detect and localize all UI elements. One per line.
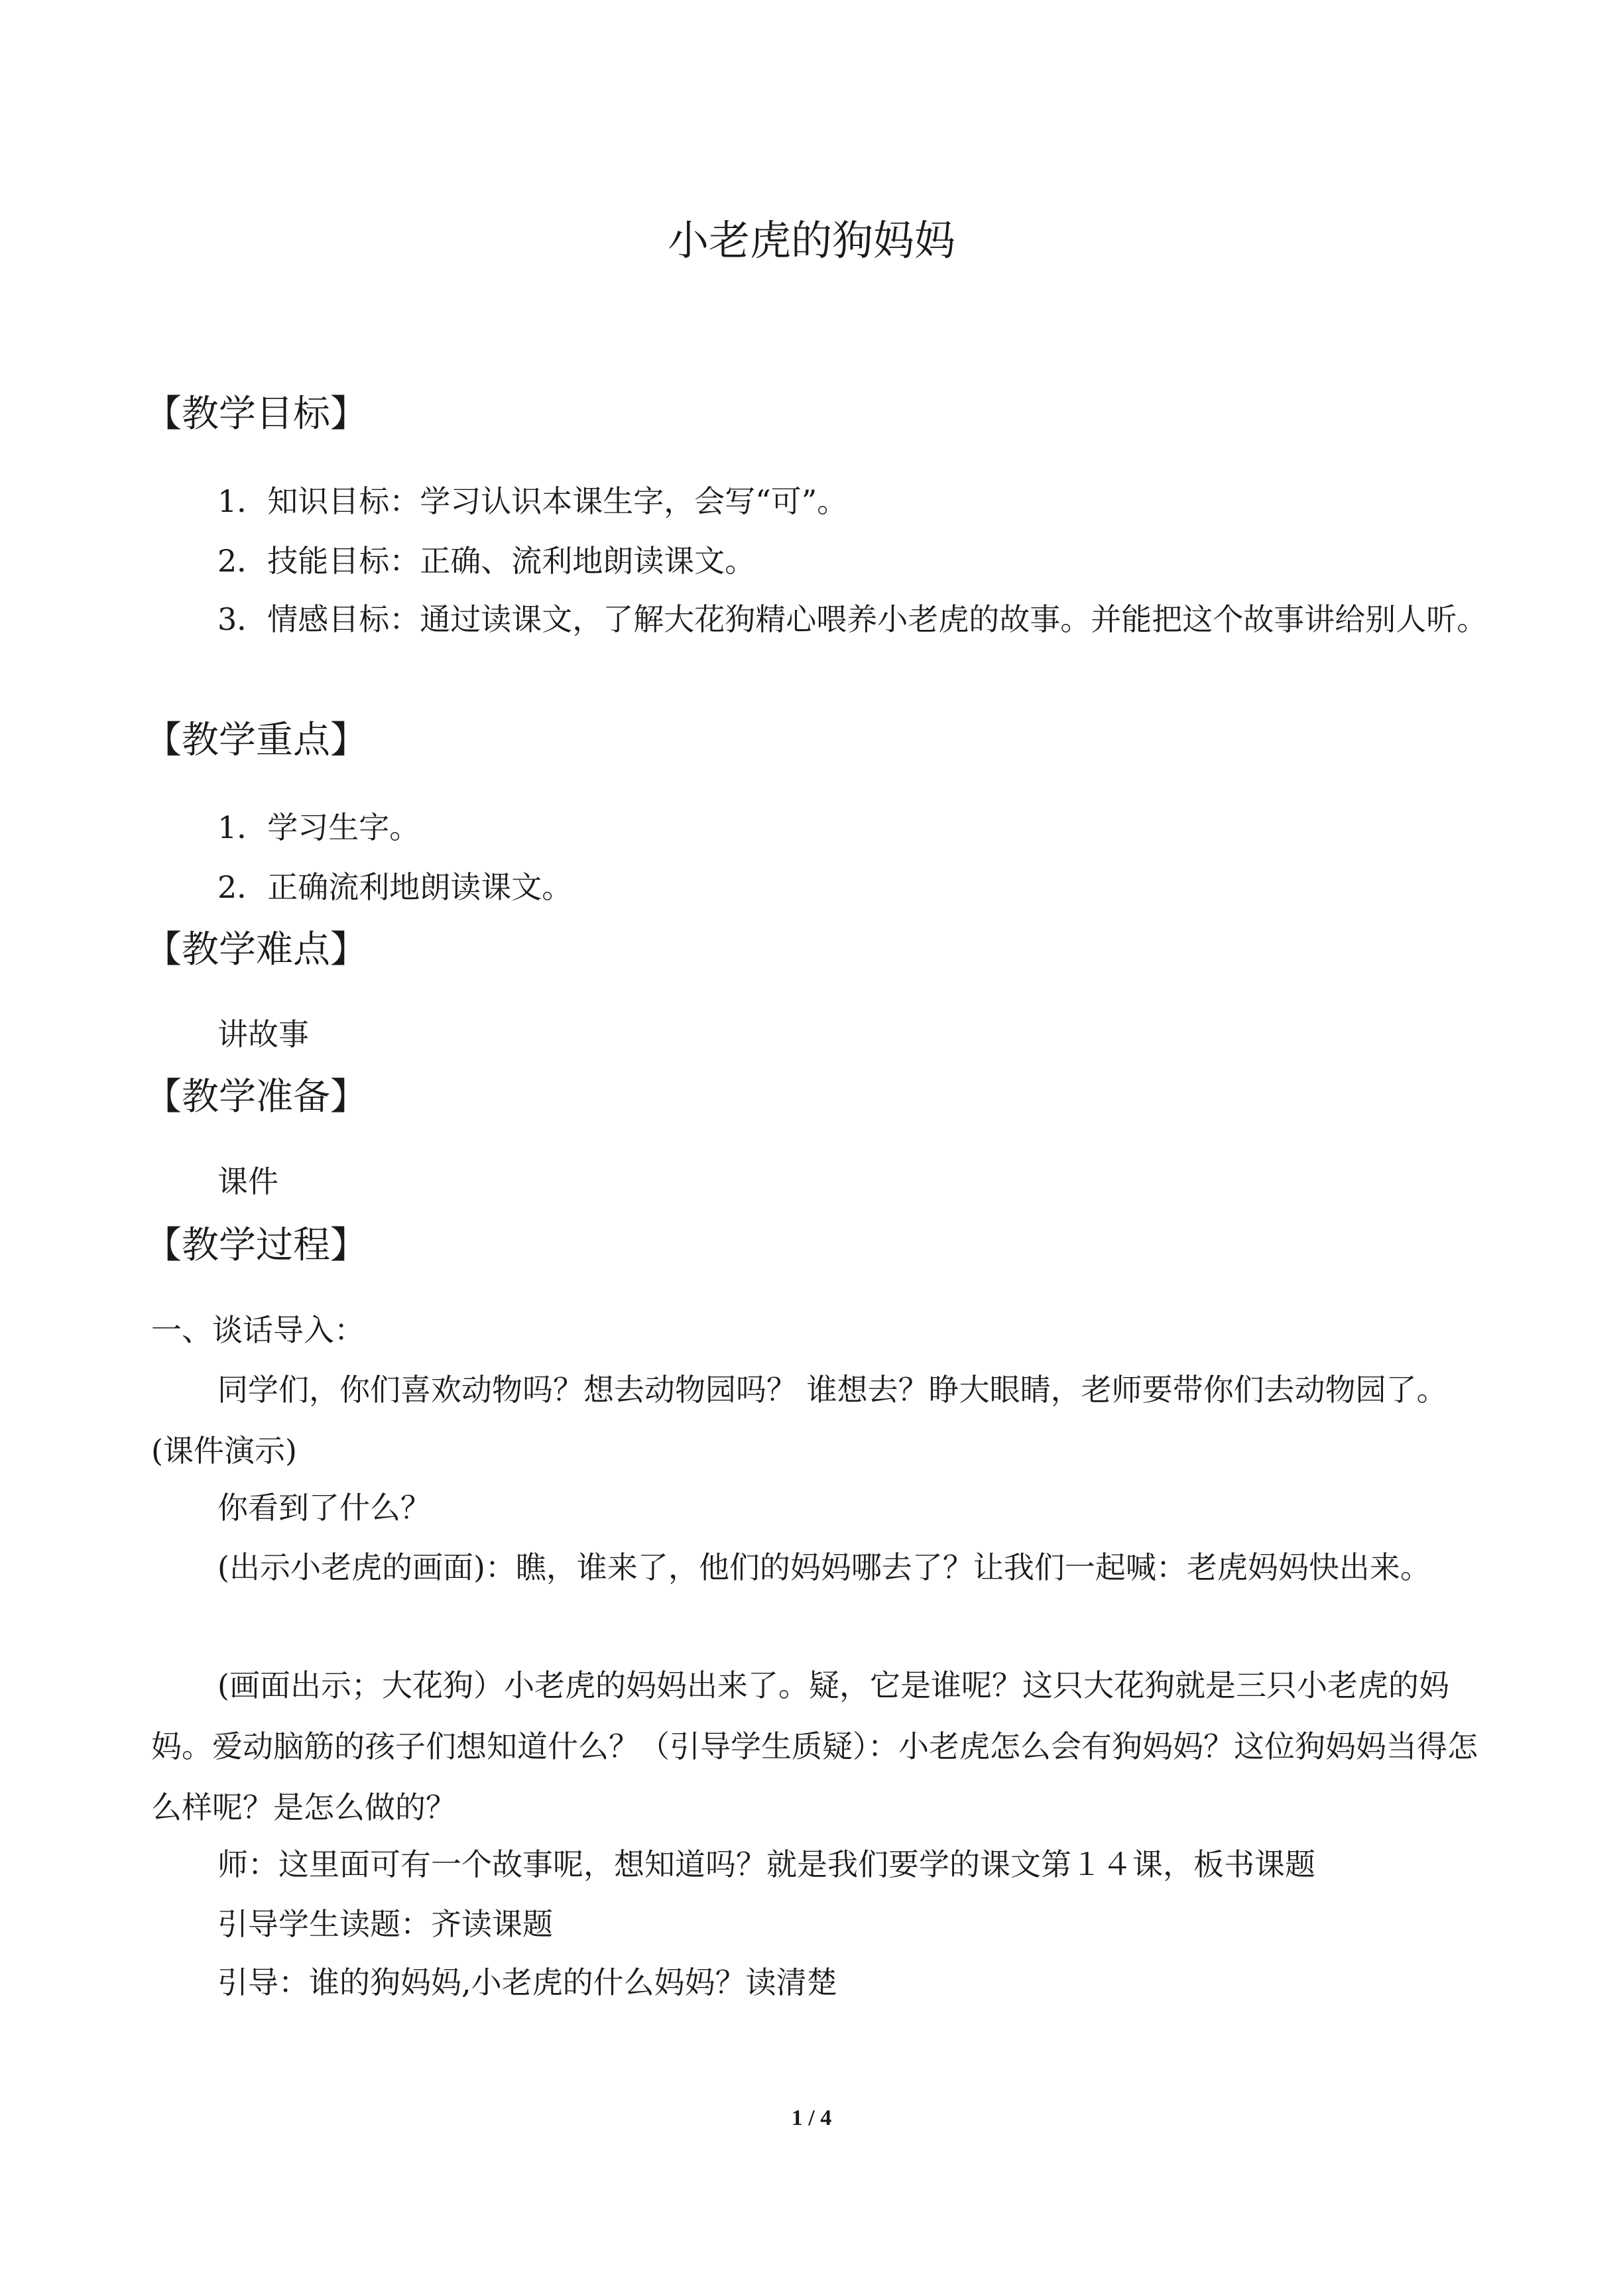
process-paragraph-1: 同学们，你们喜欢动物吗？想去动物园吗？ 谁想去？睁大眼睛，老师要带你们去动物园了。(课件演示) — [151, 1372, 1447, 1469]
heading-process: 【教学过程】 — [145, 1224, 367, 1267]
difficulties-text: 讲故事 — [217, 1016, 309, 1052]
heading-key-points: 【教学重点】 — [145, 719, 367, 762]
process-step-1-title: 一、谈话导入： — [151, 1312, 365, 1348]
objective-item-3: 3．情感目标：通过读课文，了解大花狗精心喂养小老虎的故事。并能把这个故事讲给别人听。 — [217, 601, 1488, 637]
process-paragraph-2: 你看到了什么？ — [217, 1490, 431, 1526]
process-paragraph-4: (画面出示；大花狗）小老虎的妈妈出来了。疑，它是谁呢？这只大花狗就是三只小老虎的妈妈。爱动脑筋的孩子们想知道什么？（引导学生质疑）：小老虎怎么会有狗妈妈？这位狗妈妈当得怎么样呢？是怎么做的？ — [151, 1667, 1478, 1825]
document-title: 小老虎的狗妈妈 — [667, 216, 955, 265]
objective-item-2: 2．技能目标：正确、流利地朗读课文。 — [217, 543, 756, 579]
heading-preparation: 【教学准备】 — [145, 1075, 367, 1118]
key-point-item-1: 1．学习生字。 — [217, 810, 420, 845]
page-number: 1 / 4 — [791, 2106, 832, 2130]
heading-difficulties: 【教学难点】 — [145, 928, 367, 971]
process-paragraph-6: 引导学生读题：齐读课题 — [217, 1906, 553, 1942]
process-paragraph-3: (出示小老虎的画面)：瞧，谁来了，他们的妈妈哪去了？让我们一起喊：老虎妈妈快出来。 — [217, 1549, 1431, 1585]
process-paragraph-7: 引导：谁的狗妈妈,小老虎的什么妈妈？读清楚 — [217, 1964, 837, 2000]
objective-item-1: 1．知识目标：学习认识本课生字，会写“可”。 — [217, 483, 848, 519]
heading-objectives: 【教学目标】 — [145, 393, 367, 436]
preparation-text: 课件 — [217, 1164, 278, 1199]
key-point-item-2: 2．正确流利地朗读课文。 — [217, 869, 573, 905]
process-paragraph-5: 师：这里面可有一个故事呢，想知道吗？就是我们要学的课文第１４课，板书课题 — [217, 1846, 1315, 1882]
